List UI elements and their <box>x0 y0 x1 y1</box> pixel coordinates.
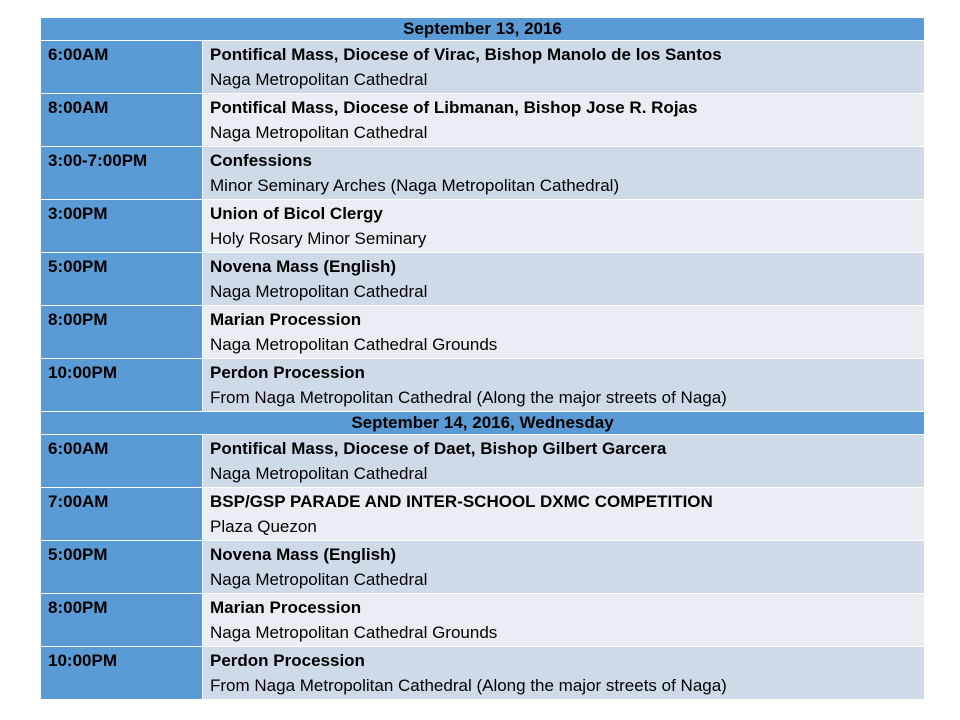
event-title: Marian Procession <box>210 310 362 329</box>
event-time: 5:00PM <box>41 253 203 306</box>
event-row <box>41 253 925 306</box>
event-time: 3:00-7:00PM <box>41 147 203 200</box>
event-details <box>203 647 925 700</box>
date-header: September 14, 2016, Wednesday <box>41 412 925 435</box>
event-title: Pontifical Mass, Diocese of Libmanan, Bishop Jose R. Rojas <box>210 98 698 117</box>
event-row <box>41 41 925 94</box>
event-title: Novena Mass (English) <box>210 545 397 564</box>
event-location: From Naga Metropolitan Cathedral (Along the major streets of Naga) <box>210 388 727 407</box>
event-title: BSP/GSP PARADE AND INTER-SCHOOL DXMC COMPETITION <box>210 492 713 511</box>
event-details <box>203 253 925 306</box>
event-title: Novena Mass (English) <box>210 257 397 276</box>
event-title: Union of Bicol Clergy <box>210 204 383 223</box>
event-row <box>41 94 925 147</box>
event-time: 10:00PM <box>41 647 203 700</box>
event-time: 6:00AM <box>41 435 203 488</box>
event-location: Naga Metropolitan Cathedral <box>210 282 428 301</box>
event-time: 8:00PM <box>41 594 203 647</box>
event-title: Pontifical Mass, Diocese of Daet, Bishop Gilbert Garcera <box>210 439 667 458</box>
event-location: Plaza Quezon <box>210 517 317 536</box>
event-details <box>203 41 925 94</box>
event-location: Minor Seminary Arches (Naga Metropolitan Cathedral) <box>210 176 620 195</box>
event-row <box>41 306 925 359</box>
event-details <box>203 594 925 647</box>
event-row <box>41 147 925 200</box>
event-title: Confessions <box>210 151 313 170</box>
event-time: 7:00AM <box>41 488 203 541</box>
event-details <box>203 541 925 594</box>
event-row <box>41 359 925 412</box>
event-location: Naga Metropolitan Cathedral Grounds <box>210 623 498 642</box>
event-row <box>41 488 925 541</box>
event-row <box>41 647 925 700</box>
event-title: Marian Procession <box>210 598 362 617</box>
event-time: 8:00PM <box>41 306 203 359</box>
event-row <box>41 541 925 594</box>
event-details <box>203 94 925 147</box>
event-time: 5:00PM <box>41 541 203 594</box>
event-location: Naga Metropolitan Cathedral Grounds <box>210 335 498 354</box>
date-header-row <box>41 18 925 41</box>
event-time: 3:00PM <box>41 200 203 253</box>
date-header: September 13, 2016 <box>41 18 925 41</box>
schedule-table <box>40 17 925 700</box>
event-title: Pontifical Mass, Diocese of Virac, Bishop Manolo de los Santos <box>210 45 722 64</box>
event-details <box>203 200 925 253</box>
event-location: Naga Metropolitan Cathedral <box>210 123 428 142</box>
event-details <box>203 435 925 488</box>
event-details <box>203 359 925 412</box>
event-row <box>41 435 925 488</box>
event-details <box>203 147 925 200</box>
event-row <box>41 200 925 253</box>
event-location: Naga Metropolitan Cathedral <box>210 70 428 89</box>
event-location: Naga Metropolitan Cathedral <box>210 464 428 483</box>
event-title: Perdon Procession <box>210 651 365 670</box>
event-time: 10:00PM <box>41 359 203 412</box>
schedule-body <box>41 18 925 700</box>
event-details <box>203 306 925 359</box>
event-details <box>203 488 925 541</box>
event-location: From Naga Metropolitan Cathedral (Along the major streets of Naga) <box>210 676 727 695</box>
event-time: 6:00AM <box>41 41 203 94</box>
event-title: Perdon Procession <box>210 363 365 382</box>
event-time: 8:00AM <box>41 94 203 147</box>
date-header-row <box>41 412 925 435</box>
event-row <box>41 594 925 647</box>
event-location: Naga Metropolitan Cathedral <box>210 570 428 589</box>
event-location: Holy Rosary Minor Seminary <box>210 229 427 248</box>
